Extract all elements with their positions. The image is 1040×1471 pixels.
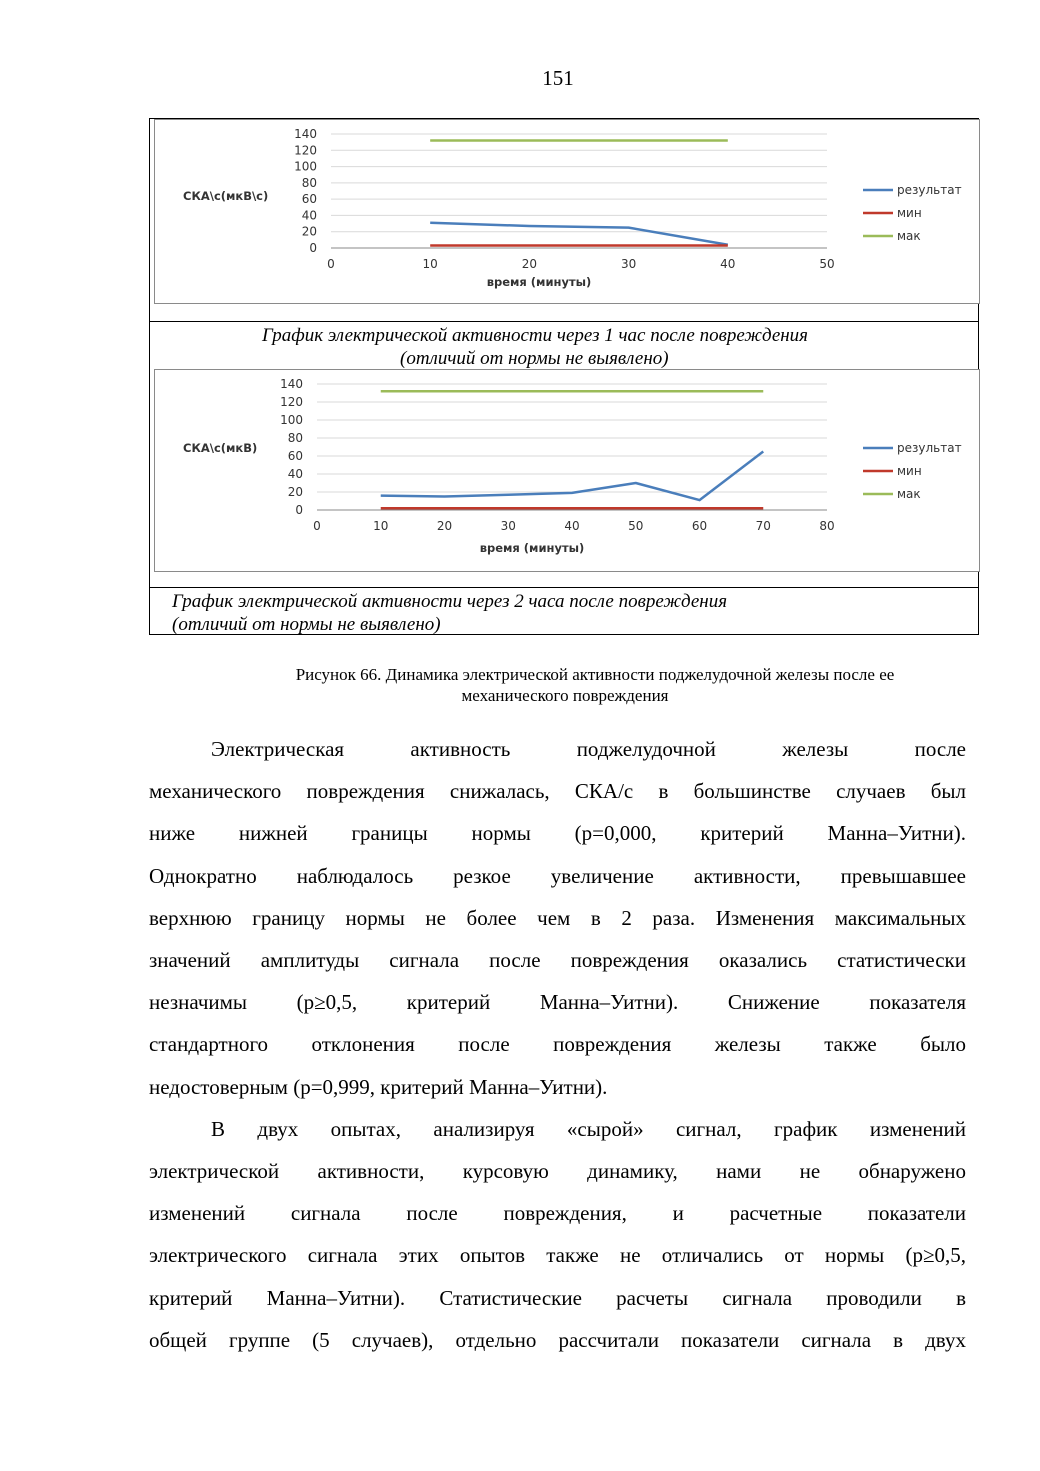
y-tick-label: 20 — [301, 224, 317, 239]
text-line: верхнюю границу нормы не более чем в 2 раза. Изменения максимальных — [149, 905, 966, 930]
x-tick-label: 10 — [373, 519, 389, 533]
x-tick-label: 30 — [620, 257, 637, 271]
y-tick-label: 120 — [280, 395, 303, 409]
legend-entry: результат — [897, 183, 962, 197]
text-line: незначимы (p≥0,5, критерий Манна–Уитни). Снижение показателя — [149, 990, 966, 1015]
chart-frame-2 — [154, 369, 980, 572]
text-line: недостоверным (p=0,999, критерий Манна–Уитни). — [149, 1074, 608, 1099]
x-tick-label: 50 — [819, 257, 835, 271]
figure-title-line1: Рисунок 66. Динамика электрической активности поджелудочной железы после ее — [295, 665, 895, 684]
legend-entry: результат — [897, 441, 962, 455]
legend-entry: мин — [897, 464, 922, 478]
text-line: общей группе (5 случаев), отдельно рассчитали показатели сигнала в двух — [149, 1327, 966, 1352]
x-tick-label: 50 — [628, 519, 644, 533]
figure-caption-2-line2: (отличий от нормы не выявлено) — [172, 614, 441, 635]
x-tick-label: 40 — [564, 519, 580, 533]
figure-caption-1-line1: График электрической активности через 1 час после повреждения — [262, 325, 809, 346]
x-tick-label: 30 — [500, 519, 516, 533]
y-tick-label: 120 — [294, 143, 317, 158]
caption-cell-2 — [150, 587, 978, 635]
x-tick-label: 20 — [436, 519, 453, 533]
caption-cell-1 — [150, 321, 978, 369]
legend-entry: мин — [897, 206, 922, 220]
text-line: электрического сигнала этих опытов также не отличались от нормы (p≥0,5, — [149, 1243, 966, 1268]
page-number: 151 — [542, 66, 574, 90]
text-line: В двух опытах, анализируя «сырой» сигнал, график изменений — [211, 1116, 966, 1141]
figure-title — [150, 664, 980, 706]
y-tick-label: 80 — [287, 431, 303, 445]
paragraph-1 — [149, 728, 966, 1108]
x-tick-label: 60 — [691, 519, 708, 533]
figure-title-line2: механического повреждения — [461, 686, 669, 705]
y-tick-label: 100 — [280, 413, 303, 427]
text-line: ниже нижней границы нормы (p=0,000, критерий Манна–Уитни). — [149, 821, 966, 846]
text-line: значений амплитуды сигнала после повреждения оказались статистически — [149, 948, 966, 973]
legend-entry: мак — [897, 487, 921, 501]
text-line: механического повреждения снижалась, СКА/с в большинстве случаев был — [149, 779, 966, 804]
x-tick-label: 70 — [755, 519, 771, 533]
chart-2 — [155, 370, 979, 571]
text-line: электрической активности, курсовую динамику, нами не обнаружено — [149, 1159, 966, 1184]
x-tick-label: 10 — [422, 257, 438, 271]
x-tick-label: 40 — [720, 257, 736, 271]
figure-table — [149, 118, 979, 635]
y-tick-label: 60 — [301, 192, 317, 207]
body-text — [149, 728, 966, 1361]
chart-cell-2 — [150, 369, 978, 587]
y-tick-label: 0 — [309, 241, 317, 255]
x-tick-label: 0 — [327, 257, 335, 271]
y-tick-label: 40 — [287, 467, 303, 481]
x-tick-label: 80 — [819, 519, 835, 533]
figure-caption-2-line1: График электрической активности через 2 часа после повреждения — [172, 591, 728, 612]
chart-cell-1 — [150, 119, 978, 321]
y-tick-label: 140 — [280, 377, 303, 391]
legend-entry: мак — [897, 229, 921, 243]
y-tick-label: 60 — [287, 449, 303, 463]
y-tick-label: 140 — [294, 127, 317, 141]
x-axis-label: время (минуты) — [479, 541, 585, 555]
text-line: Однократно наблюдалось резкое увеличение активности, превышавшее — [149, 863, 966, 888]
text-line: Электрическая активность поджелудочной железы после — [211, 737, 966, 761]
y-tick-label: 0 — [295, 503, 303, 517]
figure-caption-1-line2: (отличий от нормы не выявлено) — [400, 348, 669, 369]
y-tick-label: 100 — [294, 159, 317, 174]
paragraph-2 — [149, 1108, 966, 1361]
y-tick-label: 80 — [301, 175, 317, 190]
x-tick-label: 0 — [313, 519, 321, 533]
y-tick-label: 20 — [287, 485, 303, 499]
text-line: изменений сигнала после повреждения, и расчетные показатели — [149, 1201, 966, 1226]
y-axis-label: СКА\с(мкВ\с) — [183, 189, 269, 203]
series-line-1 — [430, 223, 728, 245]
y-axis-label: СКА\с(мкВ) — [183, 441, 258, 455]
chart-frame-1 — [154, 119, 980, 304]
text-line: стандартного отклонения после повреждения железы также было — [149, 1032, 966, 1057]
text-line: критерий Манна–Уитни). Статистические расчеты сигнала проводили в — [149, 1285, 966, 1310]
y-tick-label: 40 — [301, 208, 317, 223]
x-axis-label: время (минуты) — [486, 275, 592, 289]
x-tick-label: 20 — [521, 257, 538, 271]
chart-1 — [155, 120, 979, 303]
